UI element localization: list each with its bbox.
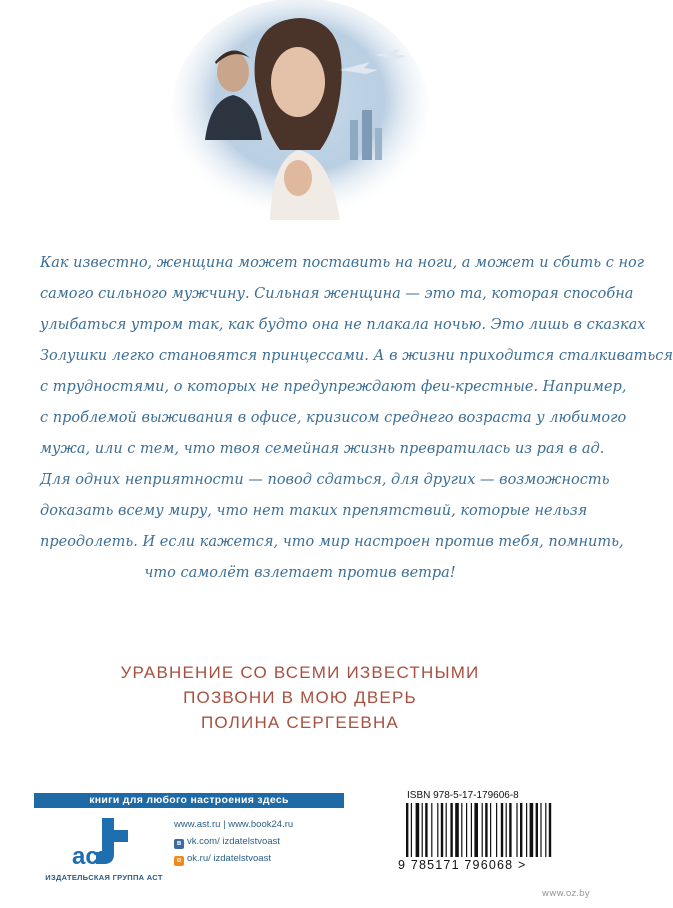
barcode xyxy=(402,803,570,859)
annotation-text xyxy=(40,248,673,589)
barcode-bar xyxy=(516,803,517,857)
book-title: ПОЗВОНИ В МОЮ ДВЕРЬ xyxy=(183,688,417,707)
barcode-bar xyxy=(496,803,497,857)
barcode-bar xyxy=(450,803,452,857)
barcode-bar xyxy=(509,803,511,857)
series-titles xyxy=(0,660,600,735)
blurb-line: Золушки легко становятся принцессами. А в жизни приходится сталкиваться xyxy=(40,348,673,364)
barcode-bar xyxy=(485,803,487,857)
barcode-bar xyxy=(461,803,462,857)
ok-icon: о xyxy=(174,856,184,866)
ok-link[interactable] xyxy=(174,850,293,867)
blurb-line: доказать всему миру, что нет таких препятствий, которые нельзя xyxy=(40,503,588,519)
barcode-bar xyxy=(441,803,443,857)
barcode-bar xyxy=(501,803,503,857)
barcode-bar xyxy=(411,803,412,857)
publisher-name: ИЗДАТЕЛЬСКАЯ ГРУППА АСТ xyxy=(45,873,163,882)
barcode-bar xyxy=(455,803,459,857)
barcode-bar xyxy=(549,803,551,857)
blurb-line: с проблемой выживания в офисе, кризисом среднего возраста у любимого xyxy=(40,410,627,426)
ok-link-text: ok.ru/ izdatelstvoast xyxy=(187,853,271,864)
barcode-bar xyxy=(526,803,527,857)
blurb-line: что самолёт взлетает против ветра! xyxy=(144,565,456,581)
ast-logo xyxy=(62,814,142,870)
barcode-bar xyxy=(425,803,427,857)
blurb-line: улыбаться утром так, как будто она не плакала ночью. Это лишь в сказках xyxy=(40,317,646,333)
barcode-bar xyxy=(530,803,534,857)
cover-illustration xyxy=(170,0,430,228)
blurb-line: Для одних неприятности — повод сдаться, для других — возможность xyxy=(40,472,610,488)
barcode-bar xyxy=(446,803,447,857)
barcode-bar xyxy=(540,803,541,857)
blurb-line: преодолеть. И если кажется, что мир настроен против тебя, помнить, xyxy=(40,534,624,550)
website-links[interactable]: www.ast.ru | www.book24.ru xyxy=(174,819,294,830)
barcode-bar xyxy=(490,803,491,857)
barcode-bar xyxy=(545,803,546,857)
barcode-bar xyxy=(471,803,472,857)
barcode-bar xyxy=(536,803,538,857)
vk-link-text: vk.com/ izdatelstvoast xyxy=(187,836,280,847)
barcode-bar xyxy=(506,803,507,857)
logo-text: аст xyxy=(72,843,111,870)
barcode-digits: 9 785171 796068 > xyxy=(398,858,527,872)
blurb-line: самого сильного мужчину. Сильная женщина — это та, которая способна xyxy=(40,286,634,302)
barcode-bar xyxy=(431,803,432,857)
vk-icon: в xyxy=(174,839,184,849)
blurb-line: мужа, или с тем, что твоя семейная жизнь превратилась из рая в ад. xyxy=(40,441,605,457)
barcode-bar xyxy=(474,803,478,857)
vk-link[interactable] xyxy=(174,833,293,850)
barcode-bar xyxy=(466,803,467,857)
isbn: ISBN 978-5-17-179606-8 xyxy=(407,790,519,801)
barcode-bar xyxy=(406,803,408,857)
tagline-bar: книги для любого настроения здесь xyxy=(34,793,344,808)
barcode-bar xyxy=(482,803,483,857)
barcode-bar xyxy=(416,803,420,857)
book-title: ПОЛИНА СЕРГЕЕВНА xyxy=(201,713,399,732)
barcode-bar xyxy=(437,803,438,857)
blurb-line: Как известно, женщина может поставить на ноги, а может и сбить с ног xyxy=(40,255,645,271)
watermark: www.oz.by xyxy=(541,889,590,899)
barcode-bar xyxy=(520,803,522,857)
barcode-bar xyxy=(422,803,423,857)
blurb-line: с трудностями, о которых не предупреждают феи-крестные. Например, xyxy=(40,379,627,395)
publisher-links xyxy=(174,816,293,867)
book-title: УРАВНЕНИЕ СО ВСЕМИ ИЗВЕСТНЫМИ xyxy=(120,663,480,682)
